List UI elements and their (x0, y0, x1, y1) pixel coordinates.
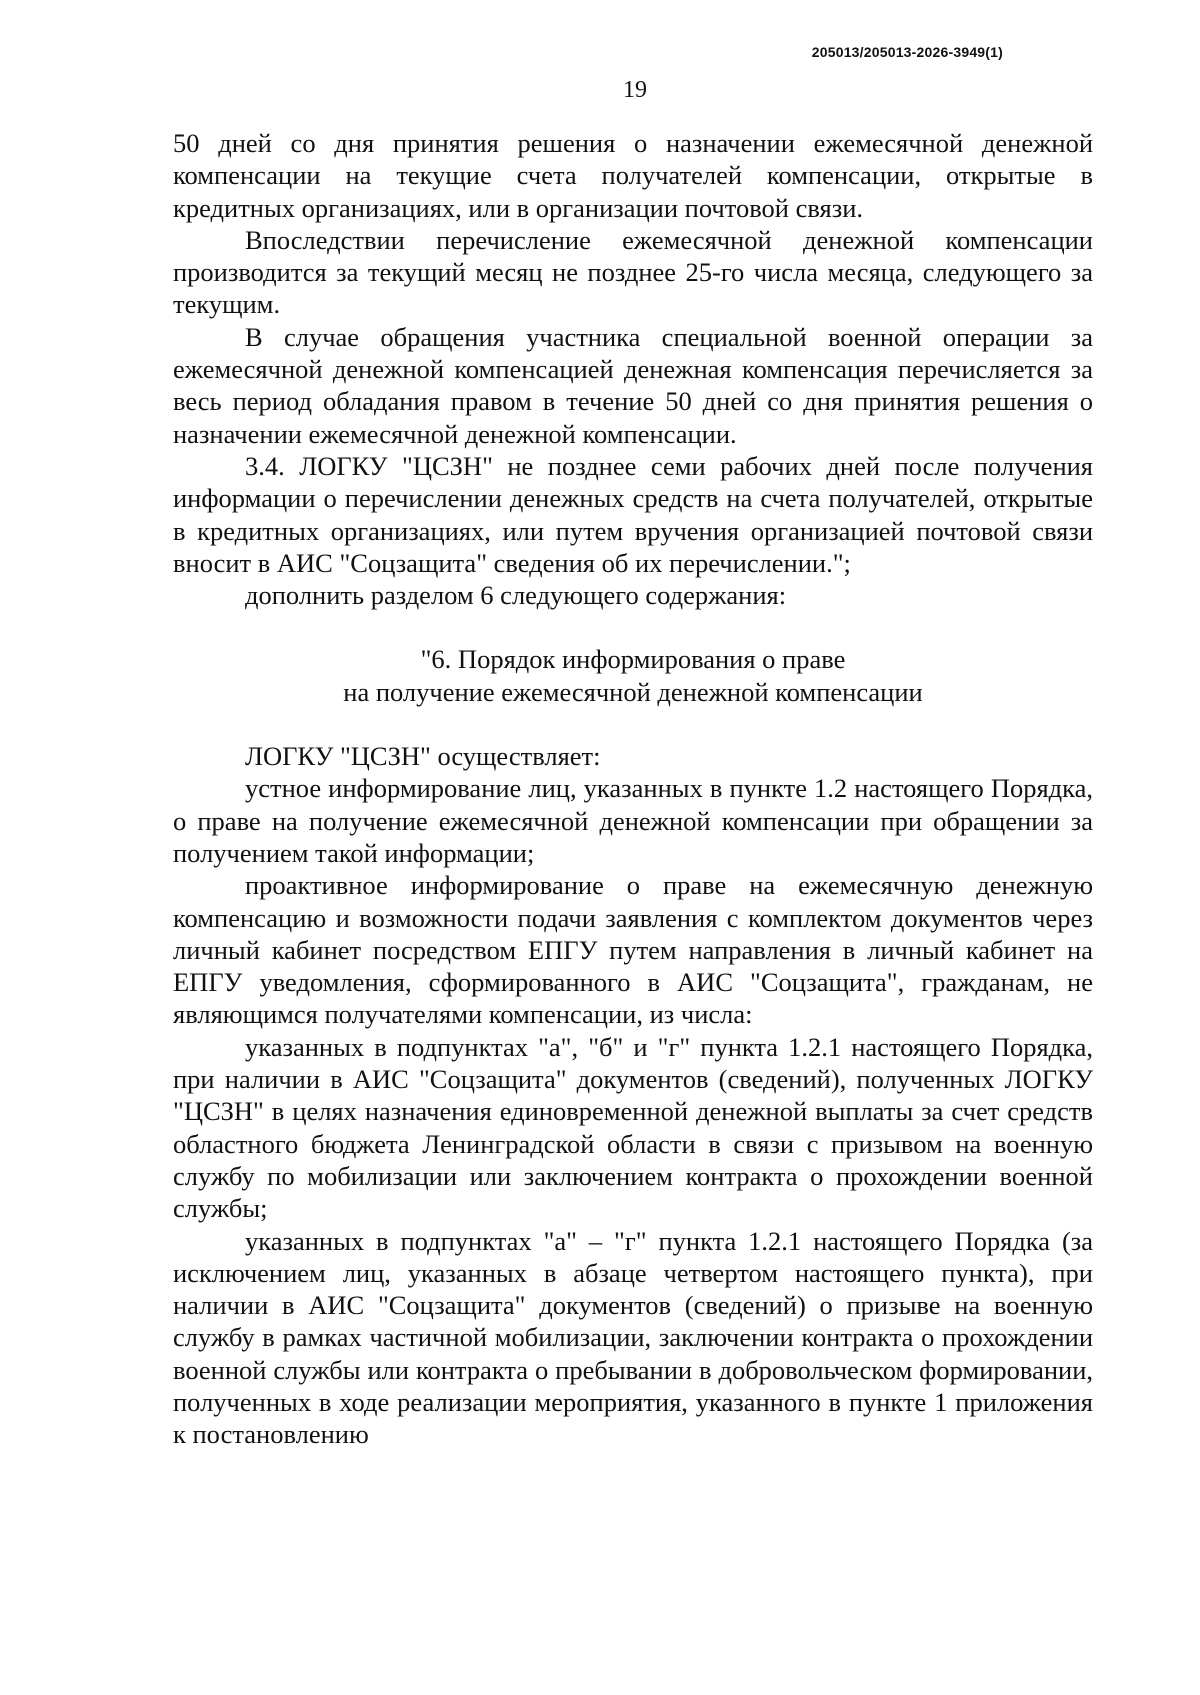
paragraph: Впоследствии перечисление ежемесячной денежной компенсации производится за текущий месяц не позднее 25-го числа месяца, следующего за текущим. (173, 224, 1093, 320)
paragraph-continuation: 50 дней со дня принятия решения о назначении ежемесячной денежной компенсации на текущие счета получателей компенсации, открытые в кредитных организациях, или в организации почтовой связи. (173, 128, 1093, 223)
paragraph-amendment-intro: дополнить разделом 6 следующего содержания: (245, 580, 787, 611)
paragraph: указанных в подпунктах "а", "б" и "г" пункта 1.2.1 настоящего Порядка, при наличии в АИС "Соцзащита" документов (сведений), полученных ЛОГКУ "ЦСЗН" в целях назначения единовременной денежной выплаты за счет средств областного бюджета Ленинградской области в связи с призывом на военную службу по мобилизации или заключением контракта о прохождении военной службы; (173, 1031, 1093, 1224)
section-title-line-2: на получение ежемесячной денежной компенсации (343, 676, 923, 707)
document-id: 205013/205013-2026-3949(1) (811, 44, 1003, 60)
paragraph: проактивное информирование о праве на ежемесячную денежную компенсацию и возможности подачи заявления с комплектом документов через личный кабинет посредством ЕПГУ путем направления в личный кабинет на ЕПГУ уведомления, сформированного в АИС "Соцзащита", гражданам, не являющимся получателями компенсации, из числа: (173, 870, 1093, 1030)
paragraph-clause-3-4: 3.4. ЛОГКУ "ЦСЗН" не позднее семи рабочих дней после получения информации о перечислении денежных средств на счета получателей, открытые в кредитных организациях, или путем вручения организацией почтовой связи вносит в АИС "Соцзащита" сведения об их перечислении."; (173, 450, 1093, 578)
page-number: 19 (623, 77, 647, 103)
document-body (173, 127, 1093, 1451)
paragraph: устное информирование лиц, указанных в пункте 1.2 настоящего Порядка, о праве на получение ежемесячной денежной компенсации при обращении за получением такой информации; (173, 773, 1093, 868)
section-title-line-1: "6. Порядок информирования о праве (420, 644, 846, 675)
paragraph: В случае обращения участника специальной военной операции за ежемесячной денежной компенсацией денежная компенсация перечисляется за весь период обладания правом в течение 50 дней со дня принятия решения о назначении ежемесячной денежной компенсации. (173, 321, 1093, 449)
paragraph: ЛОГКУ "ЦСЗН" осуществляет: (245, 741, 601, 772)
paragraph: указанных в подпунктах "а" – "г" пункта 1.2.1 настоящего Порядка (за исключением лиц, указанных в абзаце четвертом настоящего пункта), при наличии в АИС "Соцзащита" документов (сведений) о призыве на военную службу в рамках частичной мобилизации, заключении контракта о прохождении военной службы или контракта о пребывании в добровольческом формировании, полученных в ходе реализации мероприятия, указанного в пункте 1 приложения к постановлению (173, 1225, 1093, 1450)
section-heading (173, 643, 1093, 708)
